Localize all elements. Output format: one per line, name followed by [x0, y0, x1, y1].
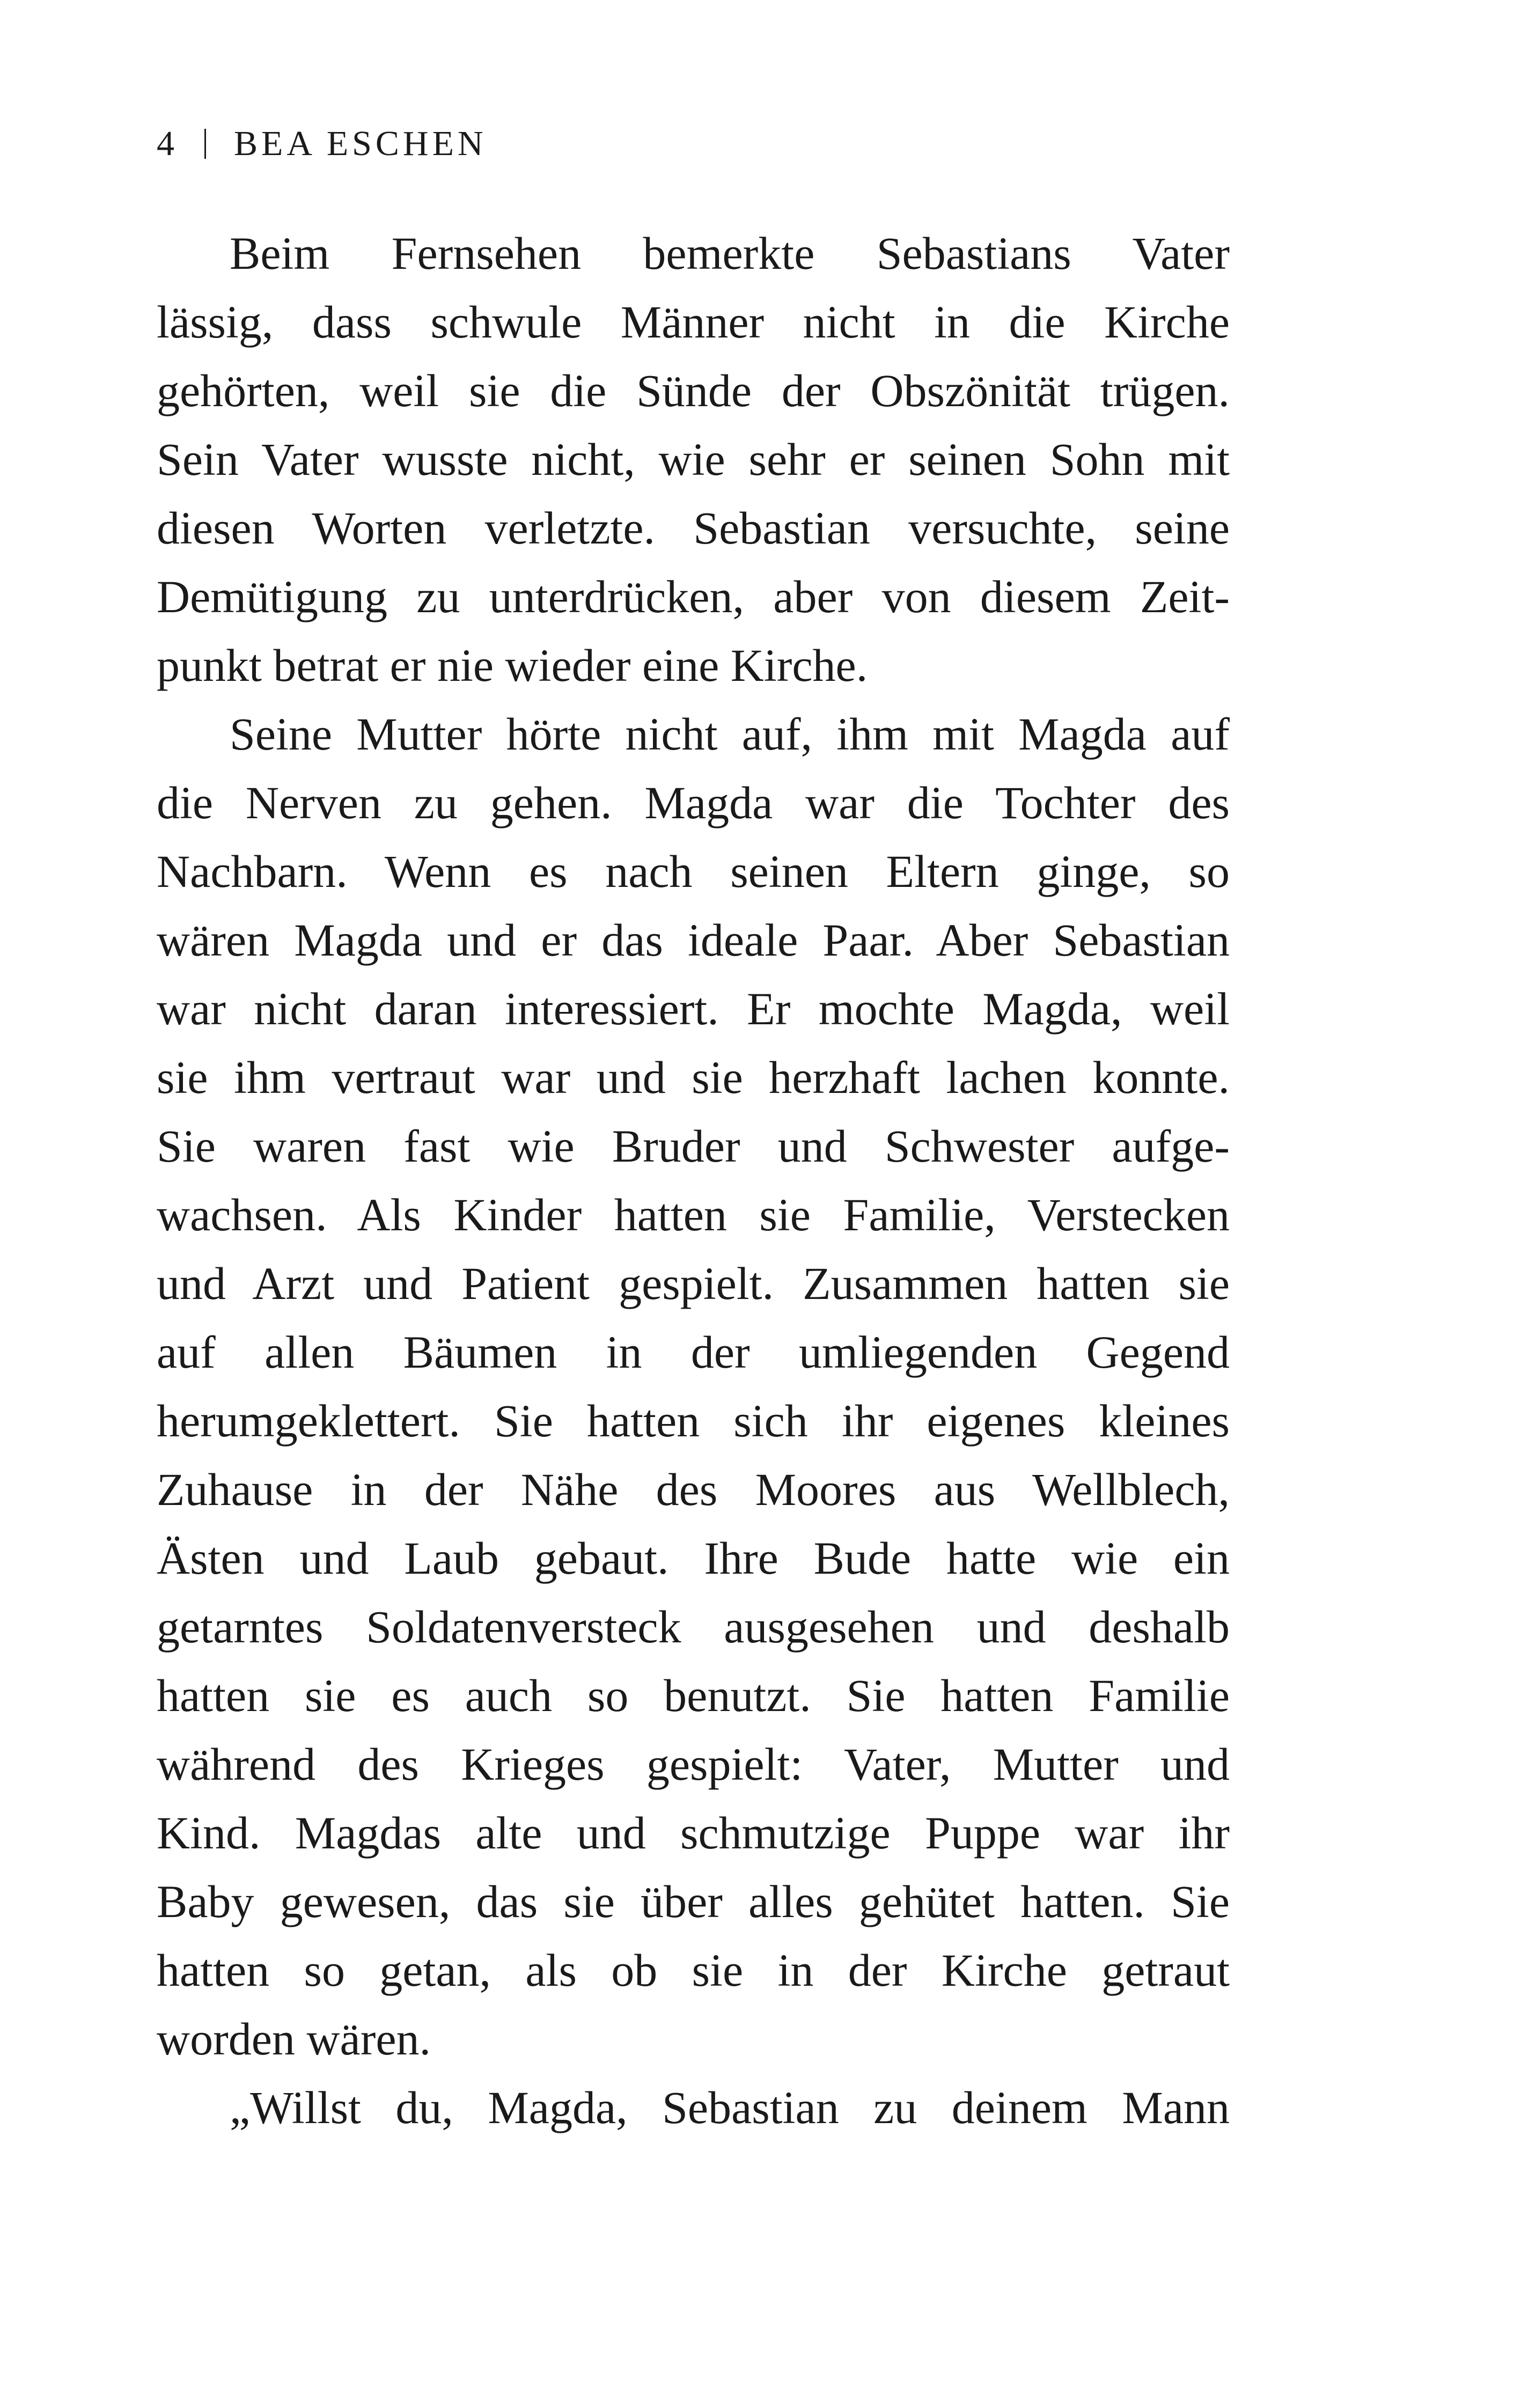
- text-line: die Nerven zu gehen. Magda war die Tochter des: [157, 777, 1230, 828]
- text-line: Kind. Magdas alte und schmutzige Puppe war ihr: [157, 1807, 1230, 1859]
- text-line: während des Krieges gespielt: Vater, Mutter und: [157, 1738, 1230, 1790]
- text-line: wären Magda und er das ideale Paar. Aber Sebastian: [157, 914, 1230, 966]
- text-line: Ästen und Laub gebaut. Ihre Bude hatte wie ein: [157, 1532, 1230, 1584]
- text-line: getarntes Soldatenversteck ausgesehen und deshalb: [157, 1601, 1230, 1653]
- text-line: Seine Mutter hörte nicht auf, ihm mit Magda auf: [230, 708, 1230, 760]
- author-name: BEA ESCHEN: [234, 124, 487, 163]
- body-text: [157, 219, 1230, 2142]
- text-line: Sein Vater wusste nicht, wie sehr er seinen Sohn mit: [157, 434, 1230, 485]
- header-separator: [204, 129, 206, 159]
- text-line: diesen Worten verletzte. Sebastian versuchte, seine: [157, 502, 1230, 554]
- text-line: punkt betrat er nie wieder eine Kirche.: [157, 640, 868, 691]
- text-line: hatten sie es auch so benutzt. Sie hatten Familie: [157, 1670, 1230, 1721]
- text-line: war nicht daran interessiert. Er mochte Magda, weil: [157, 983, 1230, 1034]
- text-line: wachsen. Als Kinder hatten sie Familie, Verstecken: [157, 1189, 1230, 1240]
- text-line: Zuhause in der Nähe des Moores aus Wellblech,: [157, 1464, 1230, 1515]
- text-line: „Willst du, Magda, Sebastian zu deinem Mann: [230, 2082, 1230, 2133]
- text-line: Nachbarn. Wenn es nach seinen Eltern ginge, so: [157, 846, 1230, 897]
- text-line: Beim Fernsehen bemerkte Sebastians Vater: [230, 227, 1230, 279]
- running-head: [157, 122, 487, 165]
- text-line: herumgeklettert. Sie hatten sich ihr eigenes kleines: [157, 1395, 1230, 1447]
- text-line: und Arzt und Patient gespielt. Zusammen hatten sie: [157, 1258, 1230, 1309]
- text-line: worden wären.: [157, 2013, 431, 2065]
- text-line: hatten so getan, als ob sie in der Kirche getraut: [157, 1944, 1230, 1996]
- text-line: Baby gewesen, das sie über alles gehütet hatten. Sie: [157, 1876, 1230, 1927]
- text-line: lässig, dass schwule Männer nicht in die Kirche: [157, 296, 1230, 348]
- text-line: gehörten, weil sie die Sünde der Obszönität trügen.: [157, 365, 1230, 416]
- text-line: Sie waren fast wie Bruder und Schwester aufge-: [157, 1120, 1230, 1172]
- text-line: Demütigung zu unterdrücken, aber von diesem Zeit-: [157, 571, 1230, 622]
- text-line: sie ihm vertraut war und sie herzhaft lachen konnte.: [157, 1052, 1230, 1103]
- page-number: 4: [157, 124, 174, 163]
- text-line: auf allen Bäumen in der umliegenden Gegend: [157, 1326, 1230, 1378]
